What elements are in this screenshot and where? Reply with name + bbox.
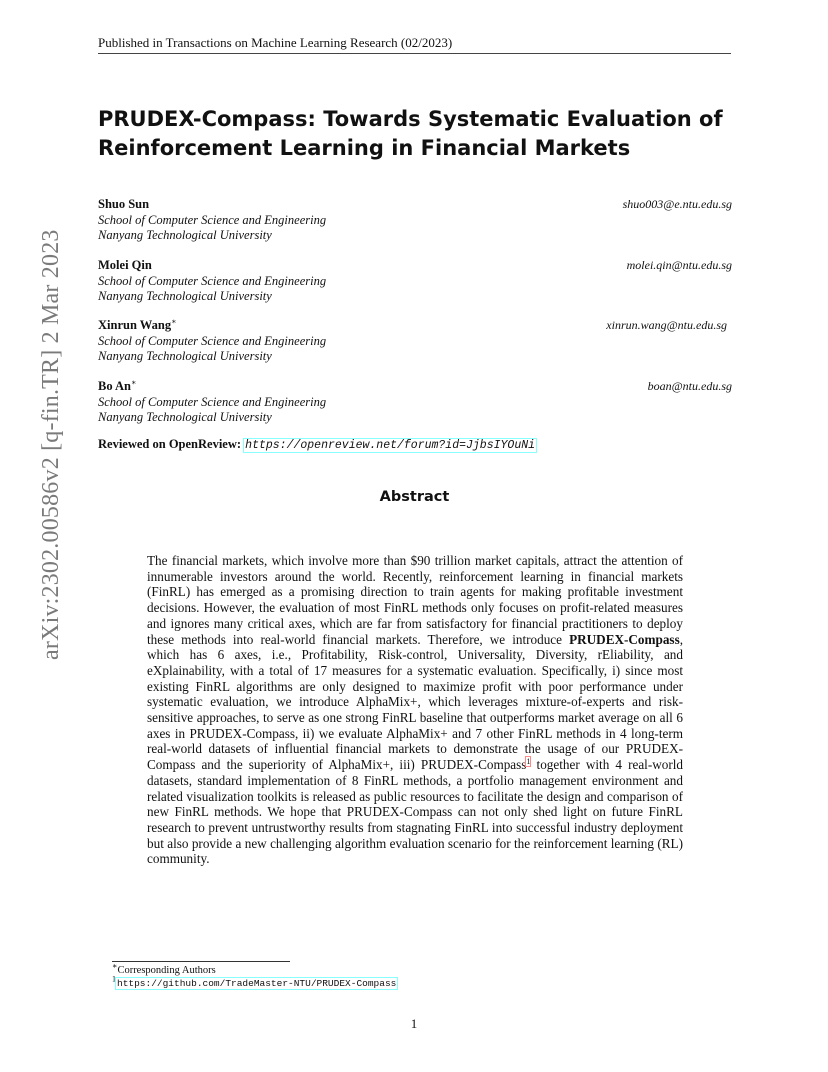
- author-school: School of Computer Science and Engineering: [98, 212, 327, 227]
- author-school: School of Computer Science and Engineering: [98, 273, 327, 288]
- abstract-text-2: , which has 6 axes, i.e., Profitability, Risk-control, Universality, Diversity, rEliability, and eXplainability, with a total of 17 measures for a systematic evaluation. Specifically, i) since most existing FinRL algorithms are only designed to maximize profit with poor performance under systematic evaluation, we introduce AlphaMix+, which leverages mixture-of-experts and risk-sensitive approaches, to serve as one strong FinRL baseline that outperforms market average on all 6 axes in PRUDEX-Compass, ii) we evaluate AlphaMix+ and 7 other FinRL methods in 4 long-term real-world datasets of influential financial markets to demonstrate the usage of our PRUDEX-Compass and the superiority of AlphaMix+, iii) PRUDEX-Compass: [147, 631, 683, 773]
- footnote-link[interactable]: 1: [526, 756, 531, 766]
- author-block: [98, 197, 732, 244]
- author-email[interactable]: boan@ntu.edu.sg: [647, 379, 732, 393]
- abstract-body: [147, 553, 683, 867]
- author-block: [98, 258, 732, 305]
- abstract-text-1: The financial markets, which involve more than $90 trillion market capitals, attract the attention of innumerable investors around the world. Recently, reinforcement learning in financial markets (FinRL) has emerged as a promising direction to train agents for making profitable investment decisions. However, the evaluation of most FinRL methods only focuses on profit-related measures and ignores many critical axes, which are far from satisfactory for financial practitioners to deploy these methods into real-world financial markets. Therefore, we introduce: [147, 553, 683, 647]
- author-school: School of Computer Science and Engineering: [98, 333, 327, 348]
- author-university: Nanyang Technological University: [98, 289, 272, 303]
- author-name: Molei Qin: [98, 258, 152, 272]
- footnote-star: [112, 961, 216, 977]
- author-university: Nanyang Technological University: [98, 410, 272, 424]
- review-line: [98, 437, 536, 452]
- arxiv-stamp: arXiv:2302.00586v2 [q-fin.TR] 2 Mar 2023: [38, 229, 64, 660]
- openreview-link[interactable]: https://openreview.net/forum?id=JjbsIYOuNi: [245, 439, 536, 452]
- author-name: Xinrun Wang: [98, 318, 172, 332]
- review-label: Reviewed on OpenReview:: [98, 437, 242, 451]
- author-email[interactable]: molei.qin@ntu.edu.sg: [626, 258, 732, 272]
- footnote-star-text: Corresponding Authors: [117, 965, 216, 976]
- footnote-one: [112, 974, 397, 990]
- author-university: Nanyang Technological University: [98, 228, 272, 242]
- author-name: Shuo Sun: [98, 197, 150, 211]
- abstract-heading: Abstract: [379, 489, 450, 505]
- author-school: School of Computer Science and Engineering: [98, 394, 327, 409]
- footnote-divider: [112, 961, 290, 962]
- abstract-text-3: together with 4 real-world datasets, standard implementation of 8 FinRL methods, a portfolio management environment and related visualization toolkits is released as public resources to facilitate the design and comparison of new FinRL methods. We hope that PRUDEX-Compass can not only shed light on future FinRL research to prevent untrustworthy results from stagnating FinRL into successful industry deployment but also provide a new challenging algorithm evaluation scenario for the reinforcement learning (RL) community.: [147, 757, 683, 867]
- author-email[interactable]: shuo003@e.ntu.edu.sg: [622, 197, 732, 211]
- author-email[interactable]: xinrun.wang@ntu.edu.sg: [606, 318, 727, 332]
- corresponding-mark: ∗: [131, 377, 137, 387]
- author-block: [98, 379, 732, 426]
- page-number: 1: [410, 1016, 418, 1031]
- author-block: [98, 318, 732, 365]
- journal-line: Published in Transactions on Machine Learning Research (02/2023): [98, 35, 453, 50]
- running-header: [98, 34, 731, 54]
- author-university: Nanyang Technological University: [98, 349, 272, 363]
- paper-title: [98, 105, 738, 163]
- footnote-one-mark: 1: [112, 974, 116, 984]
- title-line-1: PRUDEX-Compass: Towards Systematic Evaluation of: [98, 107, 723, 131]
- abstract-bold-term: PRUDEX-Compass: [569, 631, 680, 647]
- github-link[interactable]: https://github.com/TradeMaster-NTU/PRUDEX-Compass: [117, 978, 397, 989]
- footnote-star-mark: ∗: [112, 961, 118, 971]
- corresponding-mark: ∗: [171, 316, 177, 326]
- title-line-2: Reinforcement Learning in Financial Markets: [98, 136, 631, 160]
- author-name: Bo An: [98, 379, 132, 393]
